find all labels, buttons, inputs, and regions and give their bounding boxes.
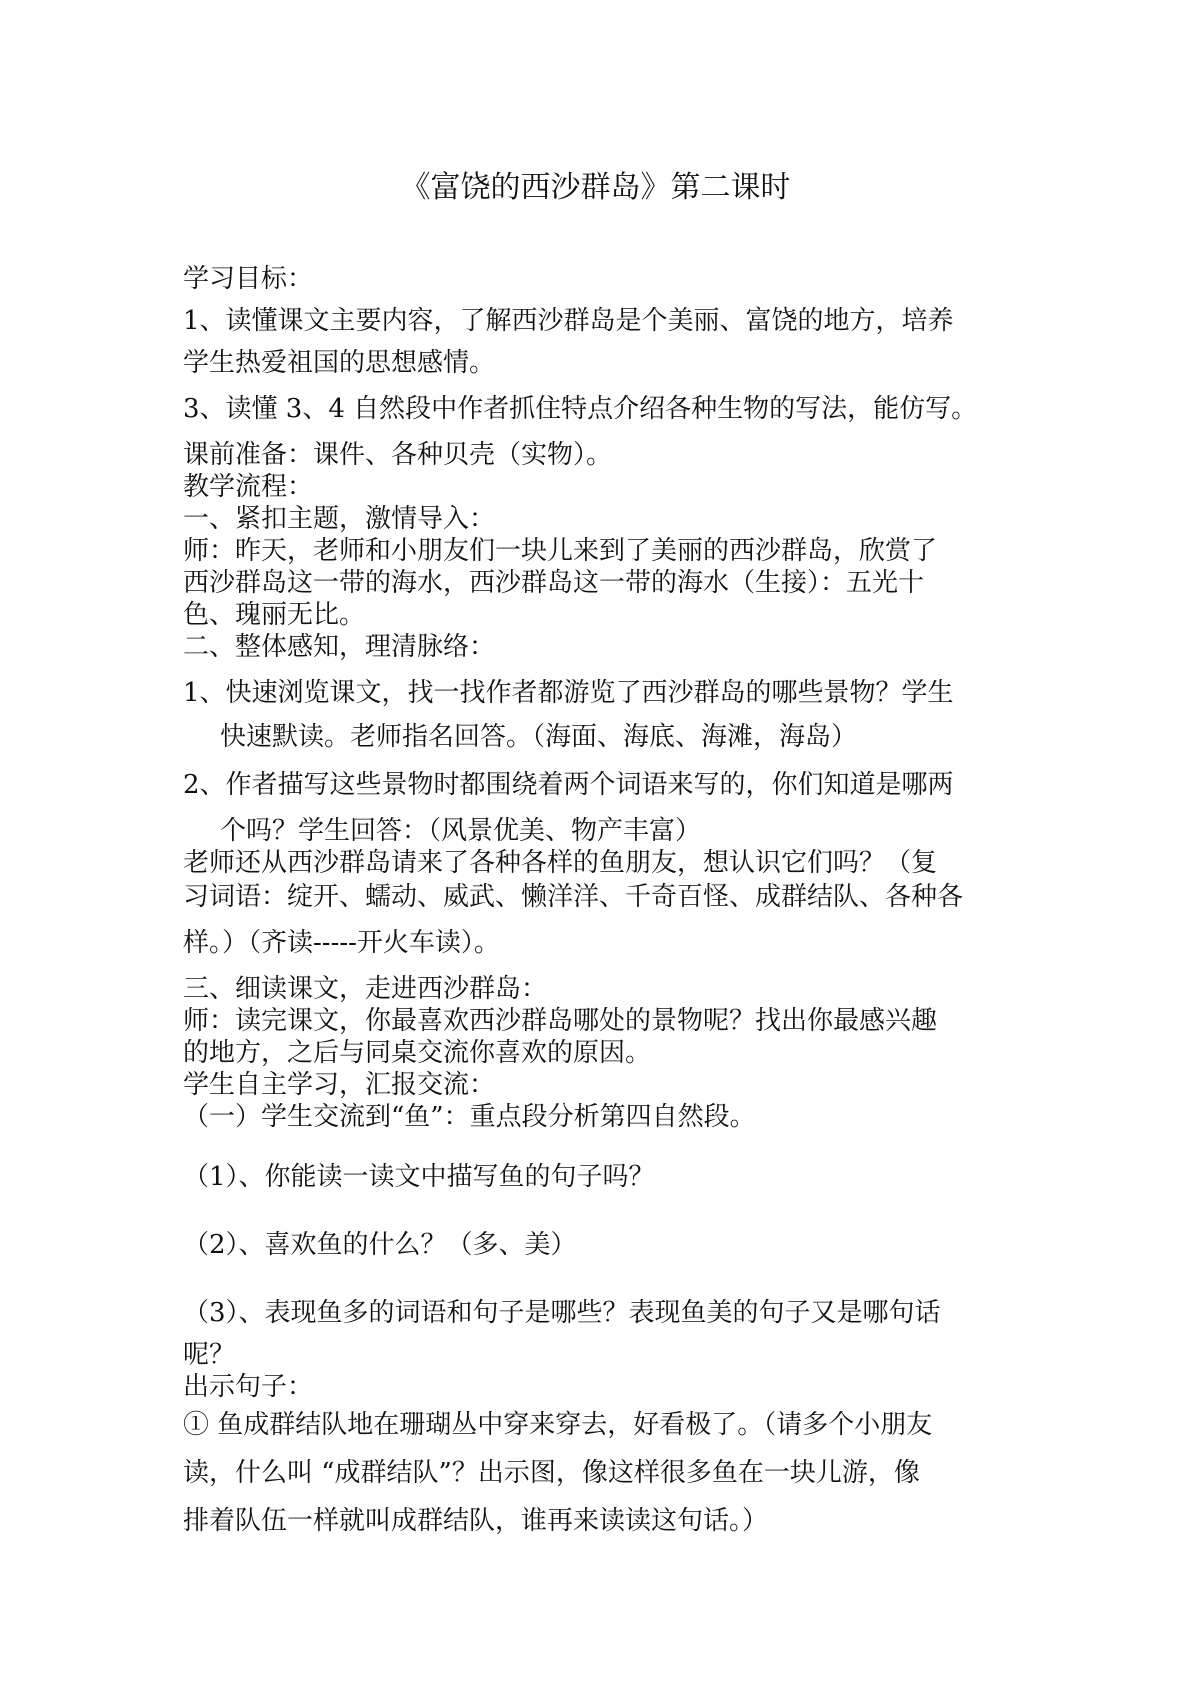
paragraph-line: 的地方，之后与同桌交流你喜欢的原因。 [183, 1038, 652, 1068]
question-2-line-1: 2、作者描写这些景物时都围绕着两个词语来写的，你们知道是哪两 [183, 770, 954, 800]
paragraph-line: 师：读完课文，你最喜欢西沙群岛哪处的景物呢？找出你最感兴趣 [183, 1006, 938, 1036]
objective-3: 3、读懂 3、4 自然段中作者抓住特点介绍各种生物的写法，能仿写。 [183, 394, 978, 424]
question-2-line-2: 个吗？学生回答：（风景优美、物产丰富） [220, 816, 702, 846]
section-heading-flow: 教学流程： [183, 472, 314, 502]
paragraph-line: 老师还从西沙群岛请来了各种各样的鱼朋友，想认识它们吗？（复 [183, 848, 938, 878]
step-1-heading: 一、紧扣主题，激情导入： [183, 504, 496, 534]
step-3-heading: 三、细读课文，走进西沙群岛： [183, 974, 548, 1004]
paragraph-line: 学生自主学习，汇报交流： [183, 1070, 496, 1100]
paragraph-line: 习词语：绽开、蠕动、威武、懒洋洋、千奇百怪、成群结队、各种各 [183, 882, 964, 912]
show-sentence-heading: 出示句子： [183, 1372, 314, 1402]
step-2-heading: 二、整体感知，理清脉络： [183, 632, 496, 662]
sub-question-2: （2）、喜欢鱼的什么？（多、美） [183, 1230, 577, 1260]
paragraph-line: 西沙群岛这一带的海水，西沙群岛这一带的海水（生接）：五光十 [183, 568, 925, 598]
paragraph-line: 色、瑰丽无比。 [183, 600, 366, 630]
sub-question-1: （1）、你能读一读文中描写鱼的句子吗？ [183, 1162, 655, 1192]
objective-1-line-1: 1、读懂课文主要内容，了解西沙群岛是个美丽、富饶的地方，培养 [183, 306, 954, 336]
preparation: 课前准备：课件、各种贝壳（实物）。 [183, 440, 613, 470]
question-1-line-1: 1、快速浏览课文，找一找作者都游览了西沙群岛的哪些景物？学生 [183, 678, 954, 708]
paragraph-line: 师：昨天，老师和小朋友们一块儿来到了美丽的西沙群岛，欣赏了 [183, 536, 938, 566]
sentence-1-line-2: 读，什么叫 “成群结队”？出示图，像这样很多鱼在一块儿游，像 [183, 1458, 920, 1488]
sub-question-3-line-1: （3）、表现鱼多的词语和句子是哪些？表现鱼美的句子又是哪句话 [183, 1298, 941, 1328]
objective-1-line-2: 学生热爱祖国的思想感情。 [183, 348, 496, 378]
question-1-line-2: 快速默读。老师指名回答。（海面、海底、海滩，海岛） [220, 722, 858, 752]
sub-heading-fish: （一）学生交流到“鱼”：重点段分析第四自然段。 [183, 1102, 756, 1132]
section-heading-objectives: 学习目标： [183, 264, 314, 294]
sentence-1-line-3: 排着队伍一样就叫成群结队，谁再来读读这句话。） [183, 1506, 769, 1536]
sentence-1-line-1: ① 鱼成群结队地在珊瑚丛中穿来穿去，好看极了。（请多个小朋友 [183, 1410, 933, 1440]
document-title: 《富饶的西沙群岛》第二课时 [400, 170, 791, 205]
paragraph-line: 样。）（齐读-----开火车读）。 [183, 928, 500, 958]
sub-question-3-line-2: 呢？ [183, 1340, 236, 1370]
